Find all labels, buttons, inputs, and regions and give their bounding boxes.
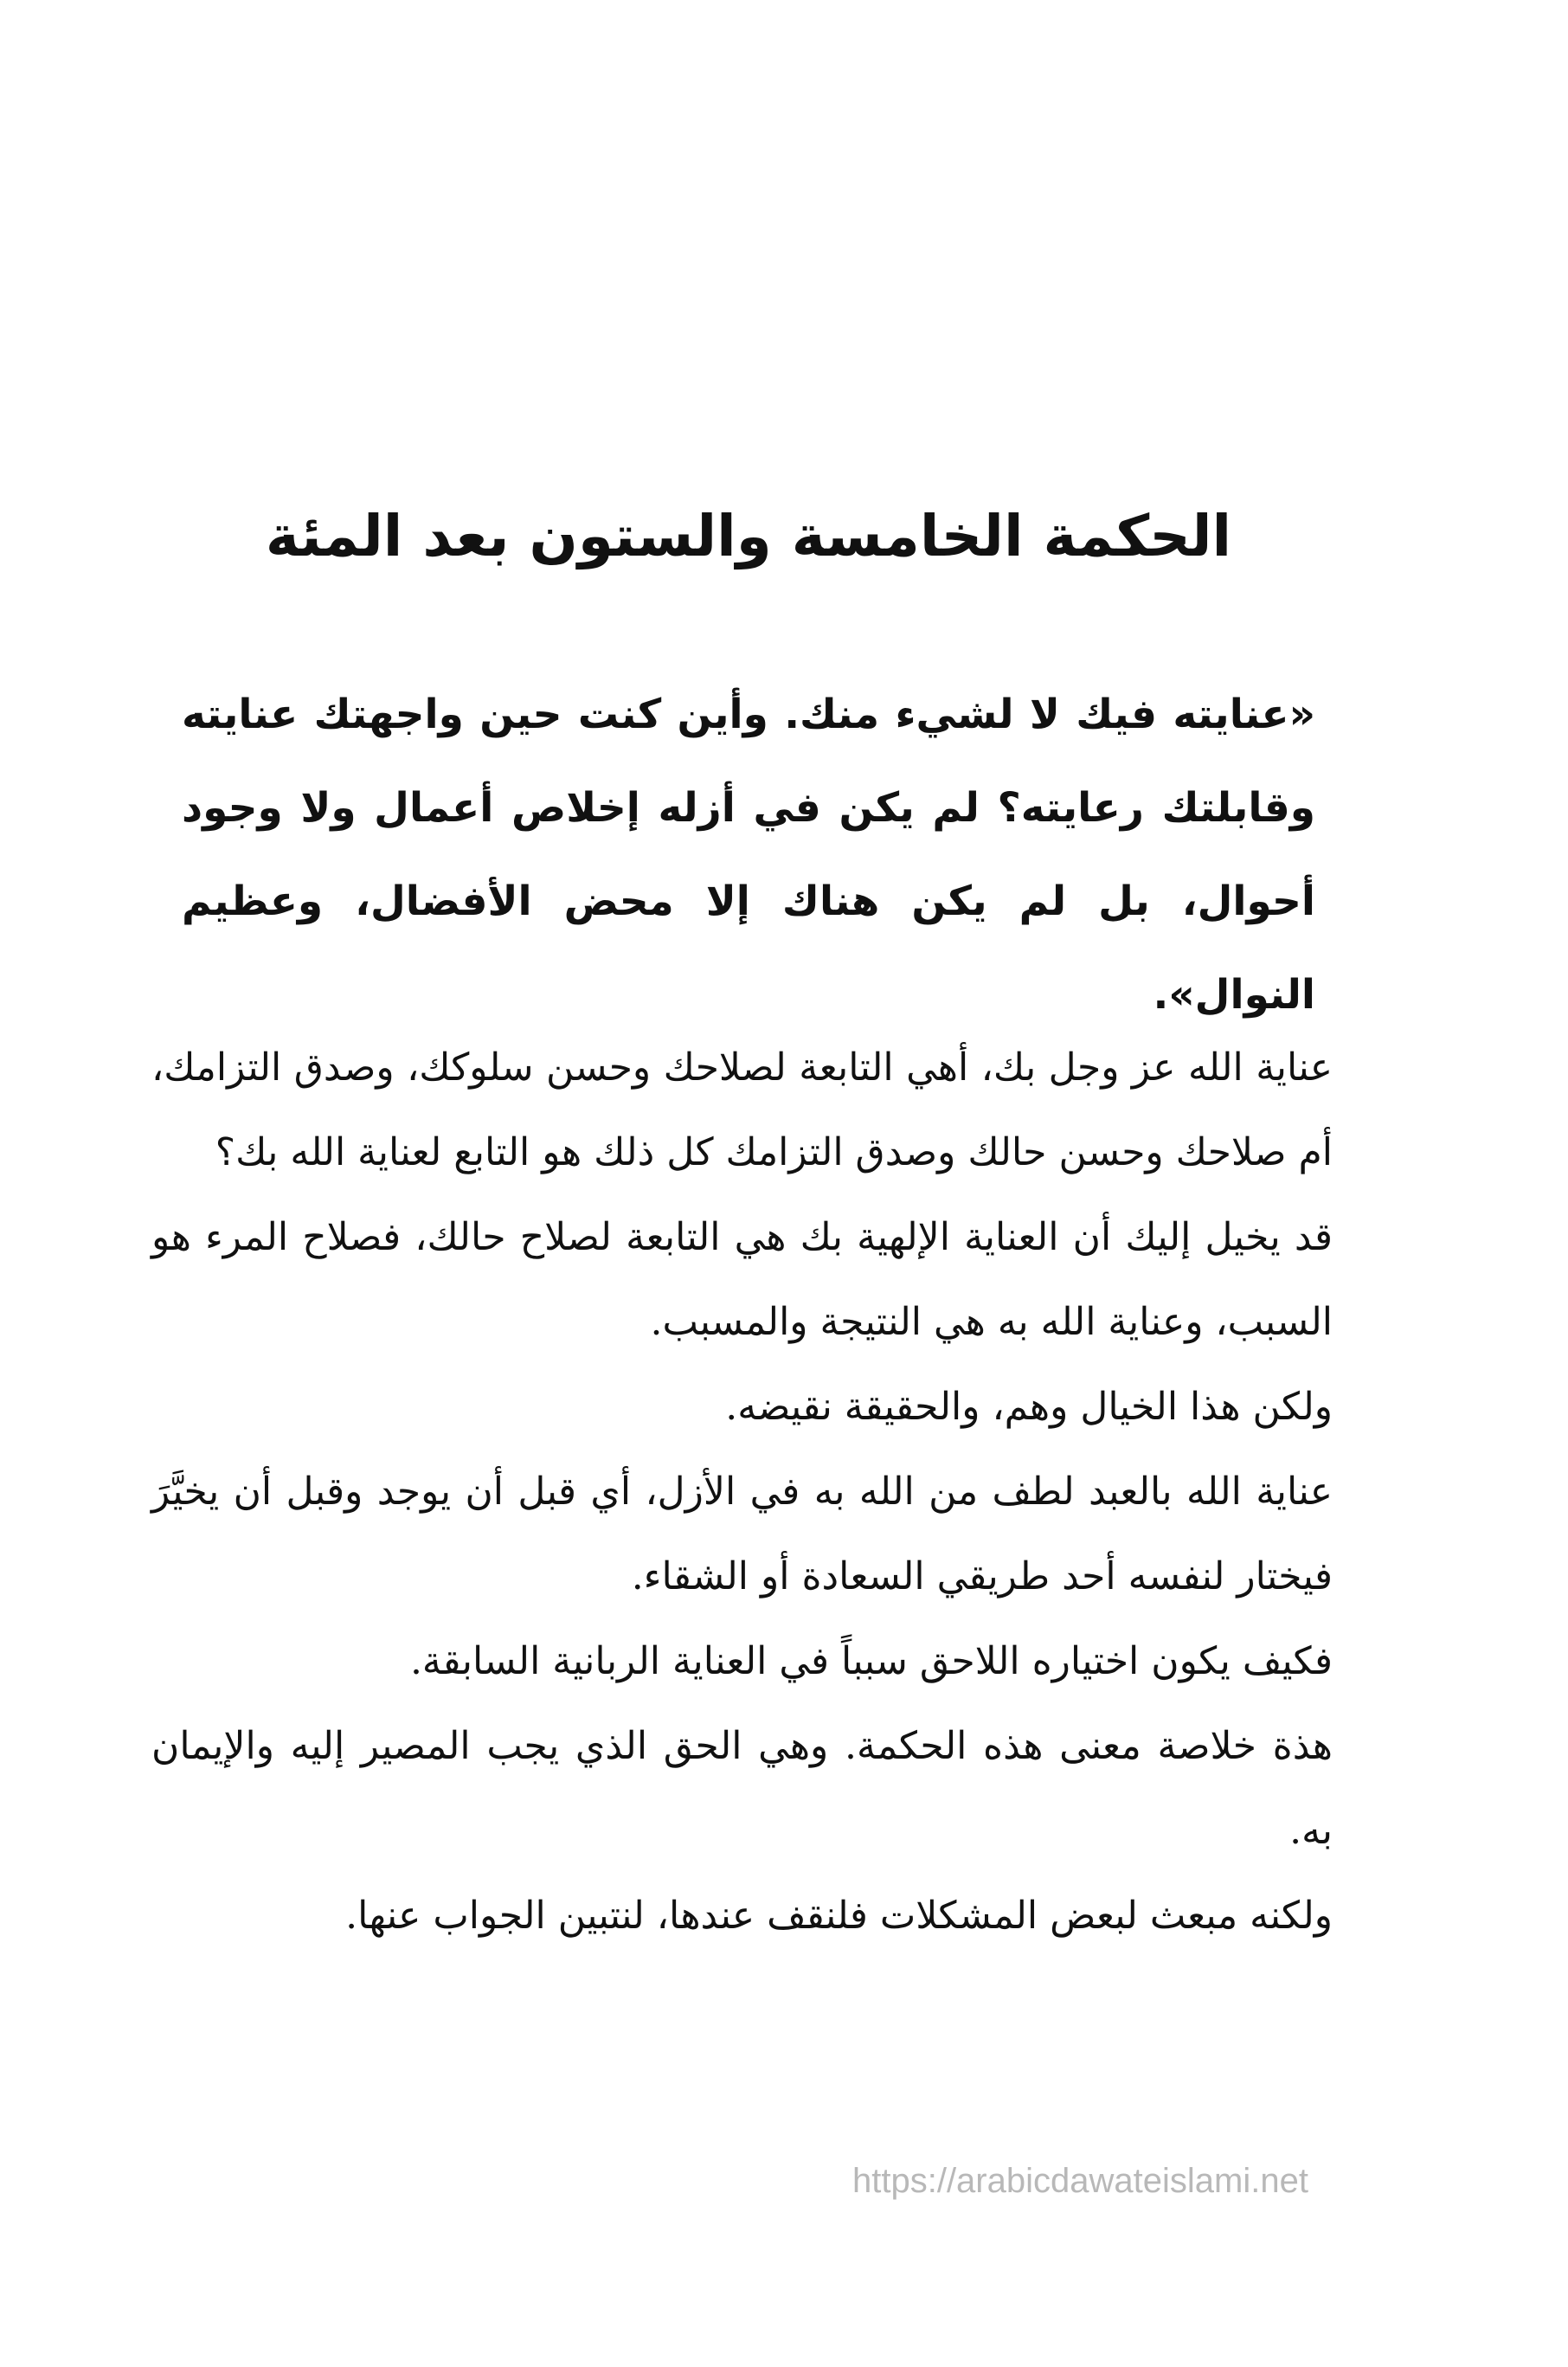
paragraph-4: عناية الله بالعبد لطف من الله به في الأزل، أي قبل أن يوجد وقبل أن يخيَّرَ فيختار لنفسه أحد طريقي السعادة أو الشقاء.: [151, 1470, 1333, 1598]
paragraph-3: ولكن هذا الخيال وهم، والحقيقة نقيضه.: [725, 1385, 1333, 1429]
chapter-title: الحكمة الخامسة والستون بعد المئة: [265, 503, 1232, 569]
paragraph-7: ولكنه مبعث لبعض المشكلات فلنقف عندها، لنتبين الجواب عنها.: [345, 1894, 1333, 1938]
wisdom-quote: «عنايته فيك لا لشيء منك. وأين كنت حين واجهتك عنايته وقابلتك رعايته؟ لم يكن في أزله إخلاص أعمال ولا وجود أحوال، بل لم يكن هناك إلا محض الأفضال، وعظيم النوال».: [182, 691, 1315, 1019]
source-url-watermark: https://arabicdawateislami.net: [852, 2162, 1308, 2200]
paragraph-5: فكيف يكون اختياره اللاحق سبباً في العناية الربانية السابقة.: [409, 1639, 1333, 1683]
commentary-body: [151, 1026, 1333, 1959]
paragraph-1: عناية الله عز وجل بك، أهي التابعة لصلاحك وحسن سلوكك، وصدق التزامك، أم صلاحك وحسن حالك وصدق التزامك كل ذلك هو التابع لعناية الله بك؟: [151, 1045, 1333, 1174]
paragraph-2: قد يخيل إليك أن العناية الإلهية بك هي التابعة لصلاح حالك، فصلاح المرء هو السبب، وعناية الله به هي النتيجة والمسبب.: [151, 1215, 1333, 1344]
paragraph-6: هذة خلاصة معنى هذه الحكمة. وهي الحق الذي يجب المصير إليه والإيمان به.: [151, 1724, 1333, 1853]
